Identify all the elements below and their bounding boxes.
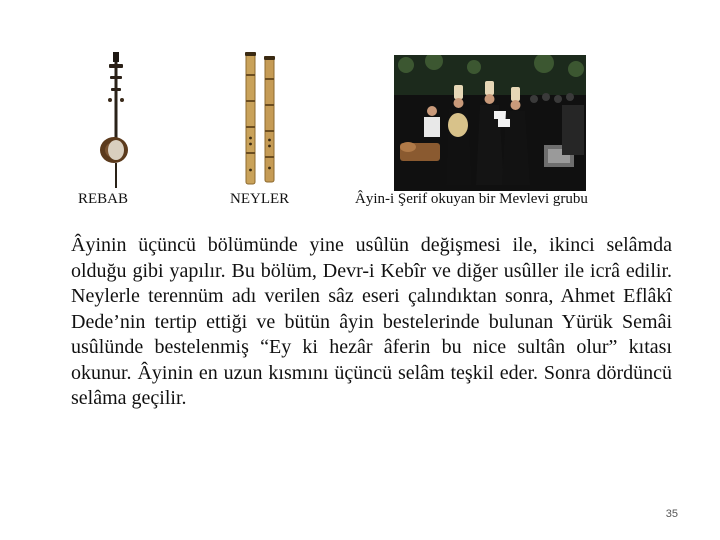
- paragraph-text: Âyinin üçüncü bölümünde yine usûlün değişmesi ile, ikinci selâmda olduğu gibi yapılır. Bu bölüm, Devr-i Kebîr ve diğer usûller ile icrâ edilir. Neylerle terennüm adı verilen sâz eseri çalındıktan sonra, Ahmet Eflâkî Dede’nin tertip ettiği ve bütün âyin bestelerinde bulunan Yürük Semâi usûlünde bestelenmiş “Ey ki hezâr âferin bu nice sultân olur” kıtası okunur. Âyinin en uzun kısmını üçüncü selâm teşkil eder. Sonra dördüncü selâma geçilir.: [71, 234, 672, 409]
- rebab-caption: REBAB: [78, 191, 129, 207]
- neyler-caption: NEYLER: [230, 191, 290, 207]
- page-number: 35: [665, 508, 678, 520]
- mevlevi-group-photo: [394, 55, 586, 191]
- main-paragraph: [71, 233, 672, 412]
- neyler-image: [240, 52, 280, 188]
- photo-caption: Âyin-i Şerif okuyan bir Mevlevi grubu: [355, 191, 588, 207]
- rebab-image: [92, 50, 140, 190]
